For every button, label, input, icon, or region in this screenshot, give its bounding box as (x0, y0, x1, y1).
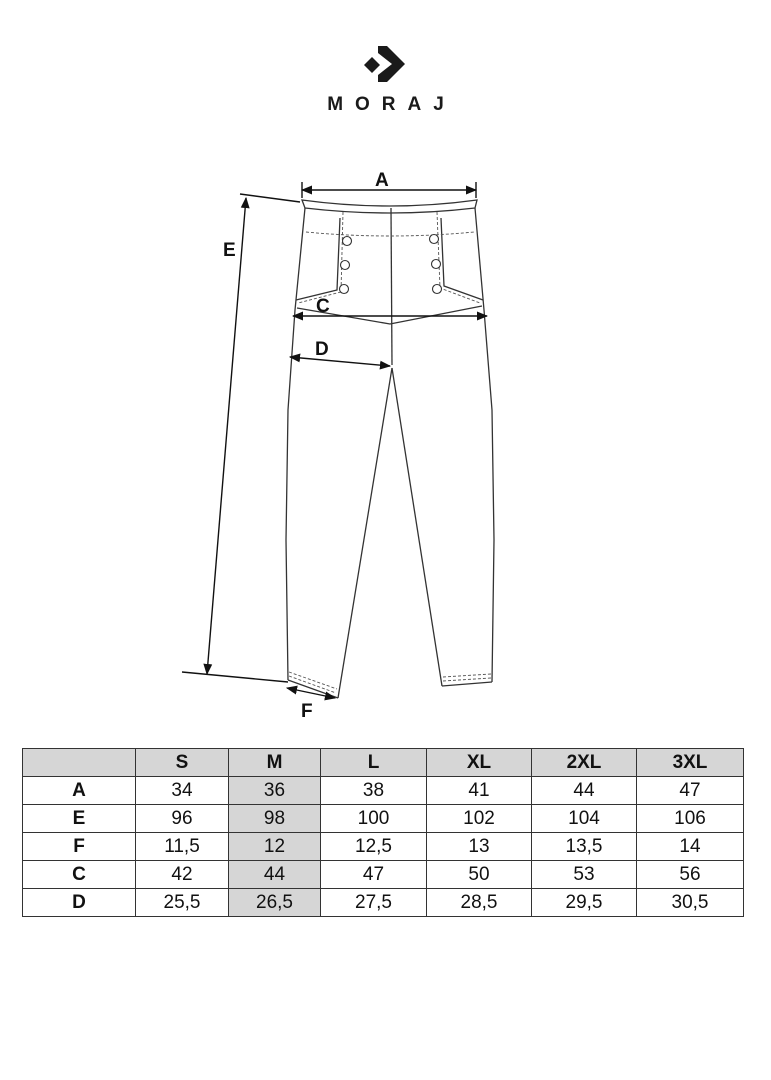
table-cell: 53 (532, 861, 637, 889)
label-d: D (315, 339, 329, 360)
table-cell: 27,5 (321, 889, 427, 917)
table-cell: 44 (532, 777, 637, 805)
table-cell: 38 (321, 777, 427, 805)
measure-f (287, 688, 335, 698)
label-a: A (375, 170, 389, 191)
moraj-arrow-logo-icon (363, 40, 409, 86)
measure-label: A (23, 777, 136, 805)
table-row (23, 805, 744, 833)
size-header: S (136, 749, 229, 777)
table-cell: 30,5 (637, 889, 744, 917)
buttons (340, 235, 442, 294)
size-header: 3XL (637, 749, 744, 777)
measure-label: C (23, 861, 136, 889)
measure-d (290, 357, 390, 366)
table-cell: 36 (229, 777, 321, 805)
table-cell: 106 (637, 805, 744, 833)
table-cell: 29,5 (532, 889, 637, 917)
trousers-measurement-diagram (0, 160, 771, 730)
measure-label: E (23, 805, 136, 833)
table-cell: 104 (532, 805, 637, 833)
table-row (23, 833, 744, 861)
table-cell: 34 (136, 777, 229, 805)
size-header: 2XL (532, 749, 637, 777)
table-cell: 56 (637, 861, 744, 889)
trousers-outline (286, 200, 494, 698)
size-header: XL (427, 749, 532, 777)
table-row (23, 861, 744, 889)
stitch-lines (289, 212, 491, 693)
table-cell: 25,5 (136, 889, 229, 917)
table-cell: 26,5 (229, 889, 321, 917)
label-c: C (316, 296, 330, 317)
table-cell: 28,5 (427, 889, 532, 917)
size-header: L (321, 749, 427, 777)
table-cell: 11,5 (136, 833, 229, 861)
size-chart-table (22, 748, 744, 917)
table-row (23, 889, 744, 917)
label-e: E (223, 240, 236, 261)
table-cell: 41 (427, 777, 532, 805)
measure-label: F (23, 833, 136, 861)
measure-a (302, 182, 476, 198)
corner-cell (23, 749, 136, 777)
table-cell: 47 (637, 777, 744, 805)
table-row (23, 777, 744, 805)
table-cell: 14 (637, 833, 744, 861)
measure-e (182, 194, 300, 682)
table-cell: 13,5 (532, 833, 637, 861)
table-cell: 100 (321, 805, 427, 833)
brand-name: MORAJ (327, 94, 456, 115)
table-cell: 42 (136, 861, 229, 889)
table-cell: 102 (427, 805, 532, 833)
brand-logo (0, 40, 771, 116)
table-cell: 13 (427, 833, 532, 861)
table-cell: 47 (321, 861, 427, 889)
table-cell: 12,5 (321, 833, 427, 861)
table-cell: 98 (229, 805, 321, 833)
table-cell: 12 (229, 833, 321, 861)
label-f: F (301, 701, 313, 722)
size-header-row (23, 749, 744, 777)
measure-label: D (23, 889, 136, 917)
table-cell: 44 (229, 861, 321, 889)
table-cell: 96 (136, 805, 229, 833)
table-cell: 50 (427, 861, 532, 889)
size-header: M (229, 749, 321, 777)
